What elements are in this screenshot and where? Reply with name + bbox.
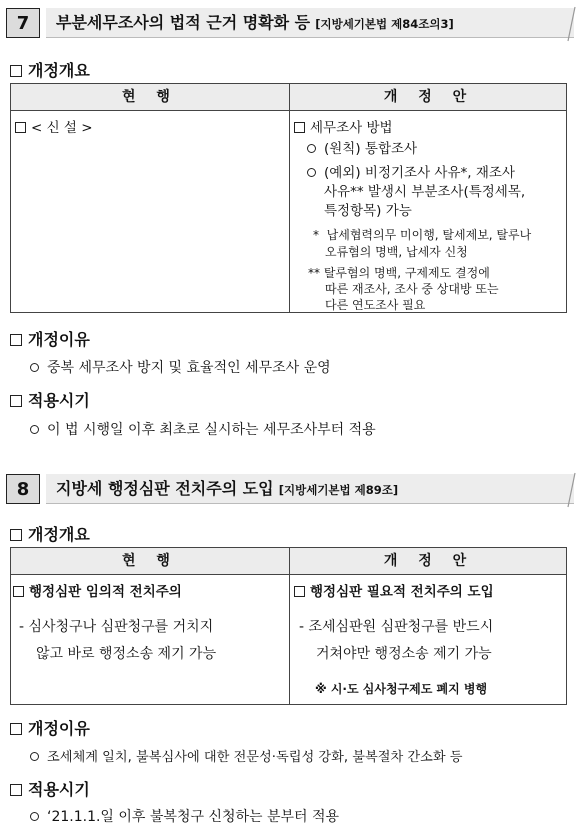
item7-number: 7	[6, 8, 40, 38]
proposed-item-2-line2: 사유** 발생시 부분조사(특정세목,	[324, 184, 526, 200]
item8-law: [지방세기본법 제89조]	[278, 483, 399, 497]
item8-table	[10, 547, 567, 705]
square-bullet-icon	[10, 723, 22, 735]
footnote-2-line3: 다른 연도조사 필요	[325, 298, 426, 312]
footnote-1-line2: 오류혐의 명백, 납세자 신청	[325, 245, 468, 259]
proposed-title: 세무조사 방법	[294, 119, 393, 138]
item7-title-bar	[46, 8, 574, 38]
item8-title-bar	[46, 474, 574, 504]
proposed-line-1: - 조세심판원 심판청구를 반드시	[299, 619, 494, 635]
item7-reason-heading: 개정이유	[10, 327, 90, 350]
item8-number: 8	[6, 474, 40, 504]
current-cell: < 신 설 >	[15, 119, 93, 138]
item8-reason-text: 조세체계 일치, 불복심사에 대한 전문성·독립성 강화, 불복절차 간소화 등	[30, 746, 463, 765]
col-proposed-header: 개 정 안	[383, 553, 475, 569]
col-proposed-header: 개 정 안	[383, 89, 475, 105]
square-bullet-icon	[10, 65, 22, 77]
item7-apply-heading: 적용시기	[10, 388, 90, 411]
proposed-item-2-line3: 특정항목) 가능	[324, 203, 412, 219]
item7-header	[6, 8, 576, 40]
square-bullet-icon	[10, 395, 22, 407]
item8-reason-heading: 개정이유	[10, 716, 90, 739]
square-bullet-icon	[13, 586, 24, 597]
item8-header	[6, 474, 576, 506]
circle-bullet-icon	[30, 363, 39, 372]
proposed-note: ※ 시·도 심사청구제도 폐지 병행	[315, 682, 488, 696]
circle-bullet-icon	[30, 425, 39, 434]
square-bullet-icon	[294, 586, 305, 597]
col-current-header: 현 행	[122, 553, 178, 569]
item8-apply-heading: 적용시기	[10, 777, 90, 800]
proposed-item-1: (원칙) 통합조사	[307, 140, 417, 159]
proposed-item-2: (예외) 비정기조사 사유*, 재조사	[307, 164, 515, 183]
item7-title: 부분세무조사의 법적 근거 명확화 등	[56, 13, 311, 32]
current-line-1: - 심사청구나 심판청구를 거치지	[19, 619, 214, 635]
item7-table	[10, 83, 567, 313]
column-divider	[289, 84, 290, 312]
square-bullet-icon	[10, 784, 22, 796]
footnote-2: ** 탈루혐의 명백, 구제제도 결정에	[308, 266, 490, 280]
square-bullet-icon	[10, 334, 22, 346]
circle-bullet-icon	[30, 812, 39, 821]
current-line-2: 않고 바로 행정소송 제기 가능	[36, 646, 217, 662]
circle-bullet-icon	[307, 144, 316, 153]
item8-title: 지방세 행정심판 전치주의 도입	[56, 479, 274, 498]
square-bullet-icon	[10, 529, 22, 541]
item7-overview-heading: 개정개요	[10, 58, 90, 81]
current-title: 행정심판 임의적 전치주의	[13, 583, 182, 602]
item8-overview-heading: 개정개요	[10, 522, 90, 545]
item7-apply-text: 이 법 시행일 이후 최초로 실시하는 세무조사부터 적용	[30, 419, 376, 439]
col-current-header: 현 행	[122, 89, 178, 105]
square-bullet-icon	[294, 122, 305, 133]
footnote-1: * 납세협력의무 미이행, 탈세제보, 탈루나	[313, 228, 532, 242]
item7-reason-text: 중복 세무조사 방지 및 효율적인 세무조사 운영	[30, 357, 331, 377]
proposed-title: 행정심판 필요적 전치주의 도입	[294, 583, 494, 602]
item8-apply-text: ‘21.1.1.일 이후 불복청구 신청하는 분부터 적용	[30, 806, 339, 826]
circle-bullet-icon	[307, 168, 316, 177]
slash-decoration-icon	[566, 6, 576, 42]
item7-law: [지방세기본법 제84조의3]	[315, 17, 454, 31]
proposed-line-2: 거쳐야만 행정소송 제기 가능	[316, 646, 492, 662]
square-bullet-icon	[15, 122, 26, 133]
footnote-2-line2: 따른 재조사, 조사 중 상대방 또는	[325, 282, 499, 296]
circle-bullet-icon	[30, 752, 39, 761]
slash-decoration-icon	[566, 472, 576, 508]
